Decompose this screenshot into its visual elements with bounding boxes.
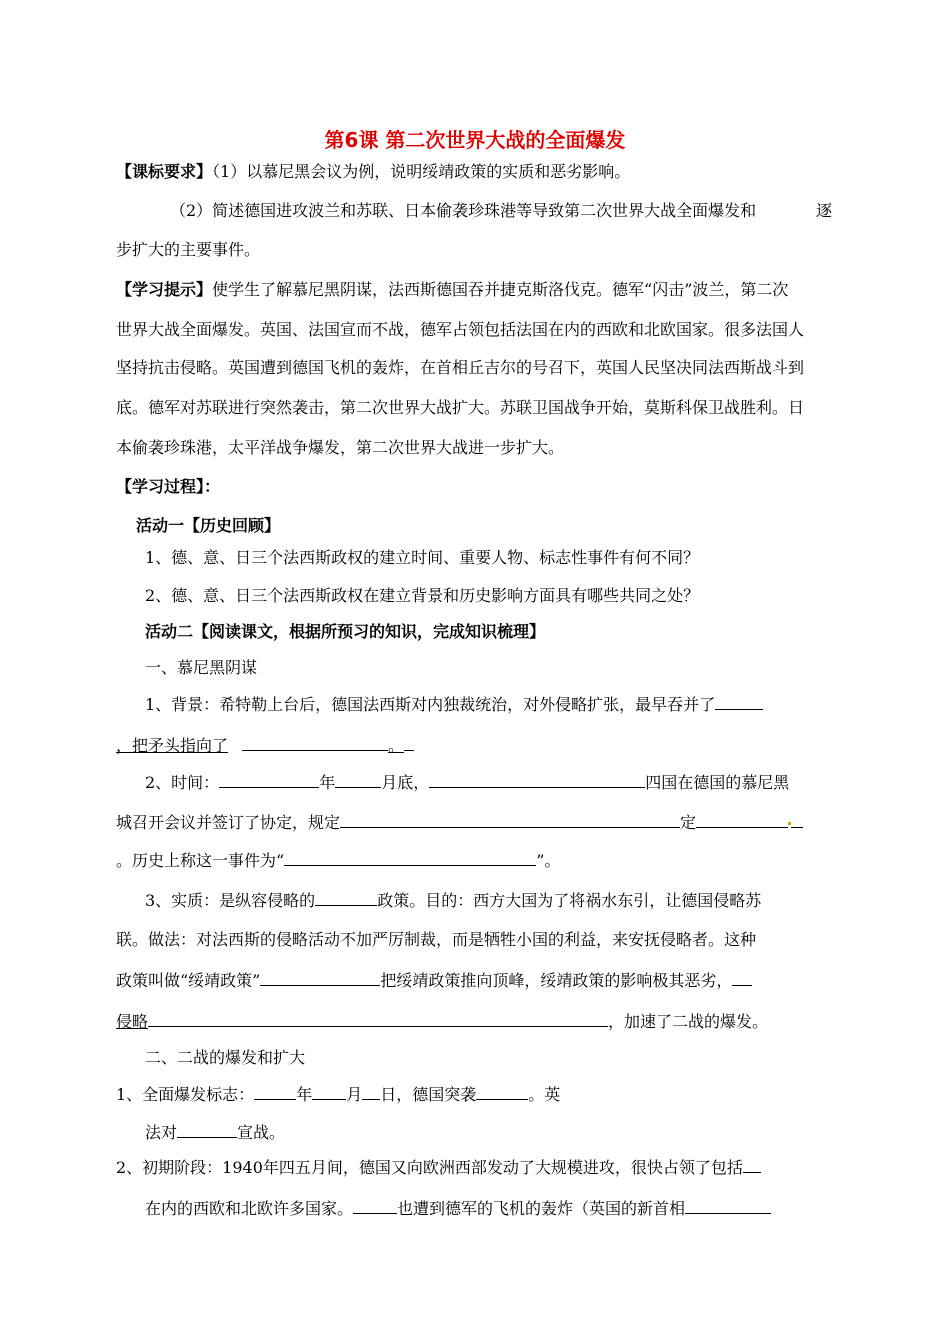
declare-war-prefix: 法对 <box>145 1123 178 1142</box>
month-suffix: 月底， <box>381 773 430 792</box>
tips-text-2: 世界大战全面爆发。英国、法国宣而不战，德军占领包括法国在内的西欧和北欧国家。很多法国人 <box>116 320 805 339</box>
blank-provision-2[interactable] <box>696 811 788 828</box>
blank-outbreak-month[interactable] <box>312 1083 346 1100</box>
standards-line-3 <box>116 239 260 261</box>
year-suffix: 年 <box>319 773 336 792</box>
blank-provision[interactable] <box>340 811 680 828</box>
essence-text: 3、实质：是纵容侵略的 <box>145 891 316 910</box>
blank-influence-start[interactable] <box>732 969 752 986</box>
blank-tail <box>404 734 414 751</box>
early-stage-line <box>116 1156 761 1179</box>
tips-text-4: 底。德军对苏联进行突然袭击，第二次世界大战扩大。苏联卫国战争开始，莫斯科保卫战胜利。日 <box>116 398 805 417</box>
blank-month[interactable] <box>335 771 381 788</box>
standards-item-2: （2）简述德国进攻波兰和苏联、日本偷袭珍珠港等导致第二次世界大战全面爆发和 <box>170 201 757 220</box>
blank-outbreak-year[interactable] <box>254 1083 296 1100</box>
blank-declare-war-on[interactable] <box>177 1121 237 1138</box>
tips-line-3 <box>116 357 804 379</box>
blank-influence[interactable] <box>148 1010 608 1027</box>
outbreak-text-end: 。英 <box>528 1085 561 1104</box>
background-text-2: ，把矛头指向了 <box>116 736 229 755</box>
event-name-prefix: 。历史上称这一事件为“ <box>116 851 285 870</box>
tips-text-3: 坚持抗击侵略。英国遭到德国飞机的轰炸，在首相丘吉尔的号召下，英国人民坚决同法西斯战斗到 <box>116 358 805 377</box>
time-line-3 <box>116 849 560 872</box>
tips-line-1 <box>116 279 788 301</box>
standards-line-2 <box>170 200 756 222</box>
early-stage-text: 2、初期阶段：1940年四五月间，德国又向欧洲西部发动了大规模进攻，很快占领了包括 <box>116 1158 743 1177</box>
essence-line-2 <box>116 929 756 951</box>
blank-peak-event[interactable] <box>260 969 380 986</box>
time-label: 2、时间： <box>145 773 220 792</box>
outbreak-line <box>116 1083 560 1106</box>
essence-text-2: 政策。目的：西方大国为了将祸水东引，让德国侵略苏 <box>377 891 762 910</box>
essence-line <box>145 889 761 912</box>
background-line <box>145 693 763 716</box>
outbreak-month-suffix: 月 <box>346 1085 363 1104</box>
outbreak-day-suffix: 日，德国突袭 <box>380 1085 477 1104</box>
essence-text-4: 政策叫做“绥靖政策” <box>116 971 261 990</box>
outbreak-label: 1、全面爆发标志： <box>116 1085 255 1104</box>
process-label: 【学习过程】： <box>116 477 221 496</box>
lesson-title: 第6课 第二次世界大战的全面爆发 <box>324 128 626 152</box>
activity2-label: 活动二【阅读课文，根据所预习的知识，完成知识梳理】 <box>145 622 546 641</box>
agreement-text: 城召开会议并签订了协定，规定 <box>116 813 341 832</box>
four-nations-text: 四国在德国的慕尼黑 <box>645 773 790 792</box>
declare-war-suffix: 宣战。 <box>237 1123 286 1142</box>
background-text: 1、背景：希特勒上台后，德国法西斯对内独裁统治，对外侵略扩张，最早吞并了 <box>145 695 716 714</box>
provision-suffix: 定 <box>680 813 697 832</box>
standards-item-2-cont: 步扩大的主要事件。 <box>116 240 261 259</box>
blank-target[interactable] <box>242 734 388 751</box>
blank-occupied-country[interactable] <box>743 1156 761 1173</box>
activity1-q1: 1、德、意、日三个法西斯政权的建立时间、重要人物、标志性事件有何不同？ <box>145 548 700 567</box>
background-line-2 <box>116 734 414 757</box>
tips-line-4 <box>116 397 804 419</box>
event-name-suffix: ”。 <box>536 851 561 870</box>
blank-invaded-country[interactable] <box>476 1083 528 1100</box>
tips-line-2 <box>116 319 804 341</box>
early-stage-text-2: 在内的西欧和北欧许多国家。 <box>145 1199 354 1218</box>
section1-heading: 一、慕尼黑阴谋 <box>145 658 258 677</box>
blank-annexed-country[interactable] <box>715 693 763 710</box>
essence-text-6: 侵略 <box>116 1012 149 1031</box>
blank-year[interactable] <box>219 771 319 788</box>
blank-outbreak-day[interactable] <box>362 1083 380 1100</box>
essence-text-5: 把绥靖政策推向顶峰，绥靖政策的影响极其恶劣， <box>380 971 733 990</box>
tips-text-1: 使学生了解慕尼黑阴谋，法西斯德国吞并捷克斯洛伐克。德军“闪击”波兰，第二次 <box>212 280 789 299</box>
early-stage-line-2 <box>145 1197 771 1220</box>
standards-line-2-end <box>816 200 832 222</box>
essence-line-4 <box>116 1010 768 1033</box>
outbreak-line-2 <box>145 1121 285 1144</box>
tips-text-5: 本偷袭珍珠港，太平洋战争爆发，第二次世界大战进一步扩大。 <box>116 438 565 457</box>
standards-label: 【课标要求】 <box>116 162 213 181</box>
essence-text-7: ，加速了二战的爆发。 <box>608 1012 769 1031</box>
time-line-2 <box>116 811 803 834</box>
essence-text-3: 联。做法：对法西斯的侵略活动不加严厉制裁，而是牺牲小国的利益，来安抚侵略者。这种 <box>116 930 757 949</box>
standards-item-2-end: 逐 <box>816 201 833 220</box>
essence-line-3 <box>116 969 752 992</box>
tips-label: 【学习提示】 <box>116 280 213 299</box>
blank-provision-tail <box>791 811 803 828</box>
activity1-label: 活动一【历史回顾】 <box>136 516 281 535</box>
early-stage-text-3: 也遭到德军的飞机的轰炸（英国的新首相 <box>397 1199 686 1218</box>
blank-bombed-country[interactable] <box>353 1197 397 1214</box>
blank-four-nations[interactable] <box>429 771 645 788</box>
section2-heading: 二、二战的爆发和扩大 <box>145 1048 306 1067</box>
time-line <box>145 771 789 794</box>
standards-line-1 <box>116 161 630 183</box>
activity1-q2: 2、德、意、日三个法西斯政权在建立背景和历史影响方面具有哪些共同之处？ <box>145 586 700 605</box>
blank-policy[interactable] <box>315 889 377 906</box>
outbreak-year-suffix: 年 <box>296 1085 313 1104</box>
background-period: 。 <box>388 736 405 755</box>
standards-item-1: （1）以慕尼黑会议为例，说明绥靖政策的实质和恶劣影响。 <box>212 162 631 181</box>
blank-event-name[interactable] <box>284 849 536 866</box>
tips-line-5 <box>116 437 564 459</box>
blank-prime-minister[interactable] <box>685 1197 771 1214</box>
